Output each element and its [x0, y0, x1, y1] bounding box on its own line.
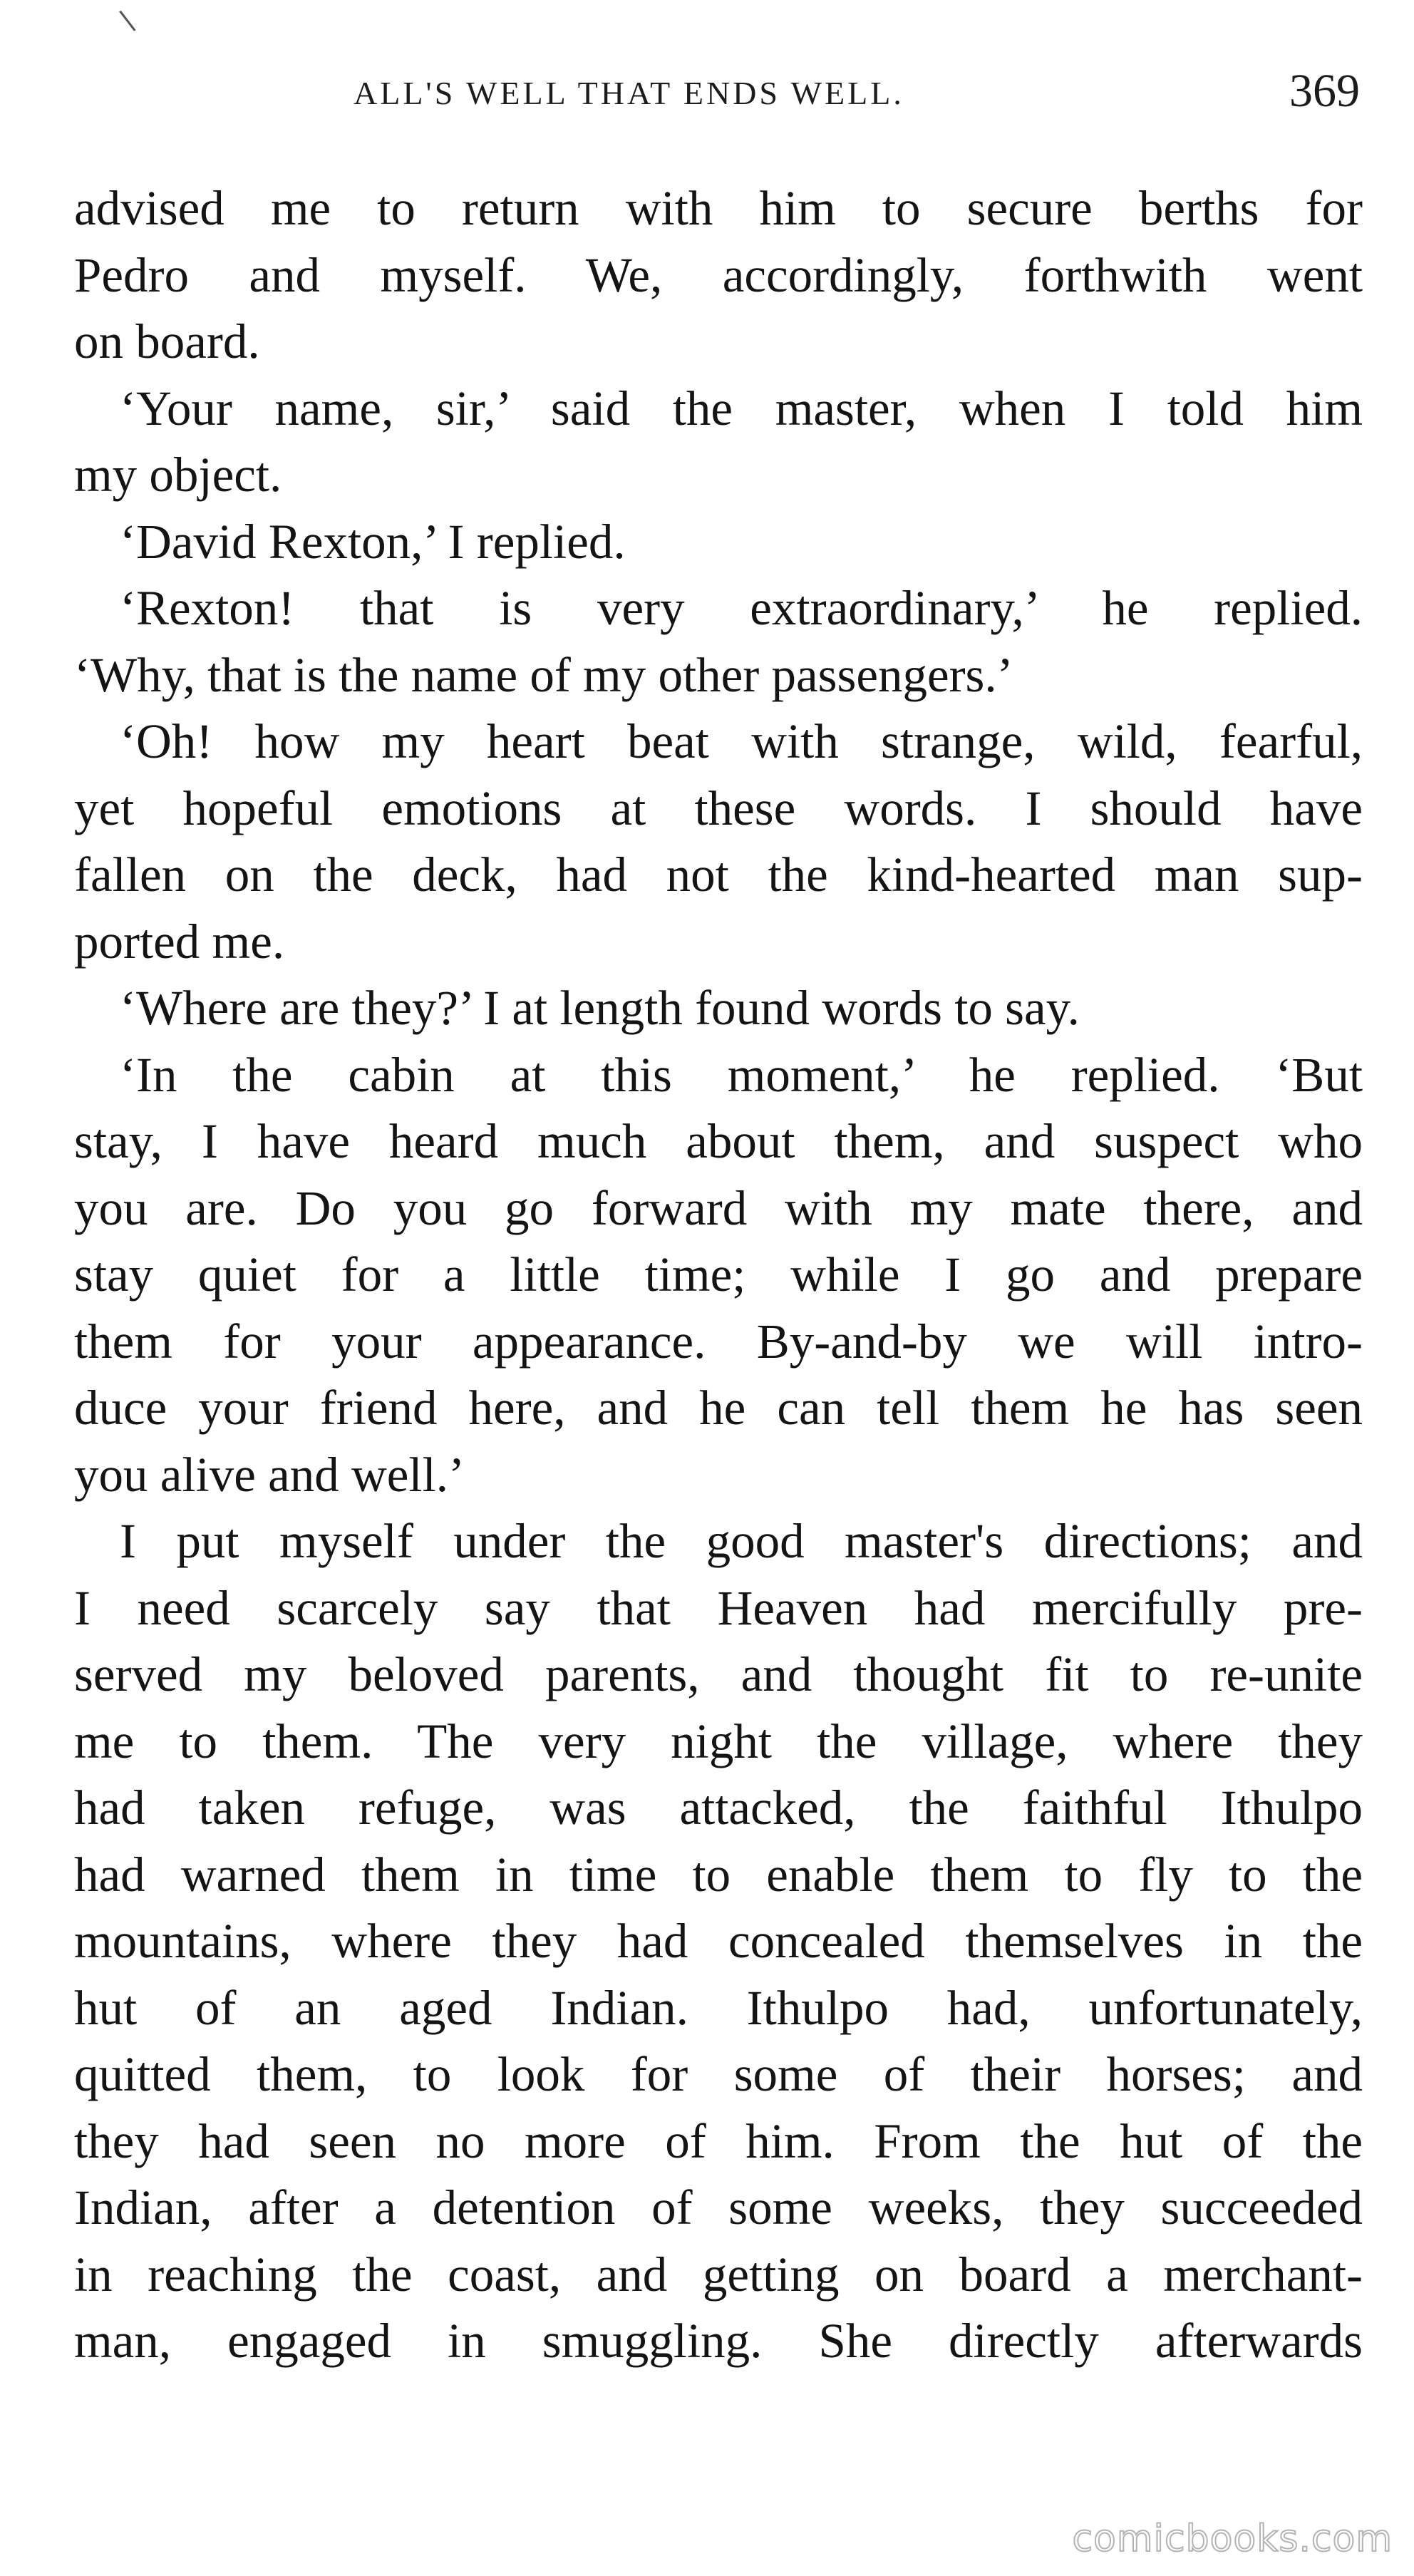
text-line: they had seen no more of him. From the hut of the — [74, 2113, 1363, 2168]
running-head: ALL'S WELL THAT ENDS WELL. — [354, 75, 904, 111]
text-line: mountains, where they had concealed themselves in the — [74, 1914, 1363, 1968]
text-line: yet hopeful emotions at these words. I should have — [74, 780, 1363, 835]
text-line: had warned them in time to enable them to fly to the — [74, 1847, 1363, 1902]
text-line: on board. — [74, 314, 260, 369]
text-line: served my beloved parents, and thought fit to re-unite — [74, 1647, 1363, 1701]
text-line: my object. — [74, 448, 282, 502]
text-line: ‘Rexton! that is very extraordinary,’ he replied. — [120, 581, 1363, 635]
text-line: me to them. The very night the village, where they — [74, 1714, 1363, 1768]
text-line: fallen on the deck, had not the kind-hearted man sup- — [74, 847, 1363, 902]
text-line: I need scarcely say that Heaven had mercifully pre- — [74, 1580, 1363, 1635]
text-line: had taken refuge, was attacked, the faithful Ithulpo — [74, 1781, 1363, 1835]
text-line: Pedro and myself. We, accordingly, forthwith went — [74, 247, 1363, 302]
stray-mark: \ — [117, 4, 138, 38]
text-line: ‘Oh! how my heart beat with strange, wild, fearful, — [120, 714, 1363, 768]
text-line: duce your friend here, and he can tell them he has seen — [74, 1381, 1363, 1435]
text-line: in reaching the coast, and getting on board a merchant- — [74, 2247, 1363, 2302]
text-line: man, engaged in smuggling. She directly afterwards — [74, 2314, 1363, 2368]
text-line: them for your appearance. By-and-by we will intro- — [74, 1314, 1363, 1369]
text-line: stay, I have heard much about them, and suspect who — [74, 1114, 1363, 1168]
text-line: ported me. — [74, 914, 285, 969]
text-line: quitted them, to look for some of their horses; and — [74, 2047, 1363, 2101]
text-line: you are. Do you go forward with my mate there, and — [74, 1180, 1363, 1235]
text-line: stay quiet for a little time; while I go and prepare — [74, 1247, 1363, 1302]
text-line: I put myself under the good master's directions; and — [120, 1514, 1363, 1568]
text-line: Indian, after a detention of some weeks, they succeeded — [74, 2180, 1363, 2235]
body-text — [74, 175, 1363, 2375]
page-number: 369 — [1289, 65, 1360, 117]
text-line: you alive and well.’ — [74, 1447, 465, 1502]
text-line: advised me to return with him to secure berths for — [74, 181, 1363, 235]
text-line: ‘Where are they?’ I at length found words to say. — [120, 981, 1080, 1035]
text-line: ‘In the cabin at this moment,’ he replied. ‘But — [120, 1047, 1363, 1102]
watermark: comicbooks.com — [1072, 2518, 1393, 2560]
text-line: ‘Your name, sir,’ said the master, when I told him — [120, 381, 1363, 436]
text-line: ‘David Rexton,’ I replied. — [120, 514, 626, 569]
text-line: ‘Why, that is the name of my other passengers.’ — [74, 647, 1013, 702]
text-line: hut of an aged Indian. Ithulpo had, unfortunately, — [74, 1980, 1363, 2035]
